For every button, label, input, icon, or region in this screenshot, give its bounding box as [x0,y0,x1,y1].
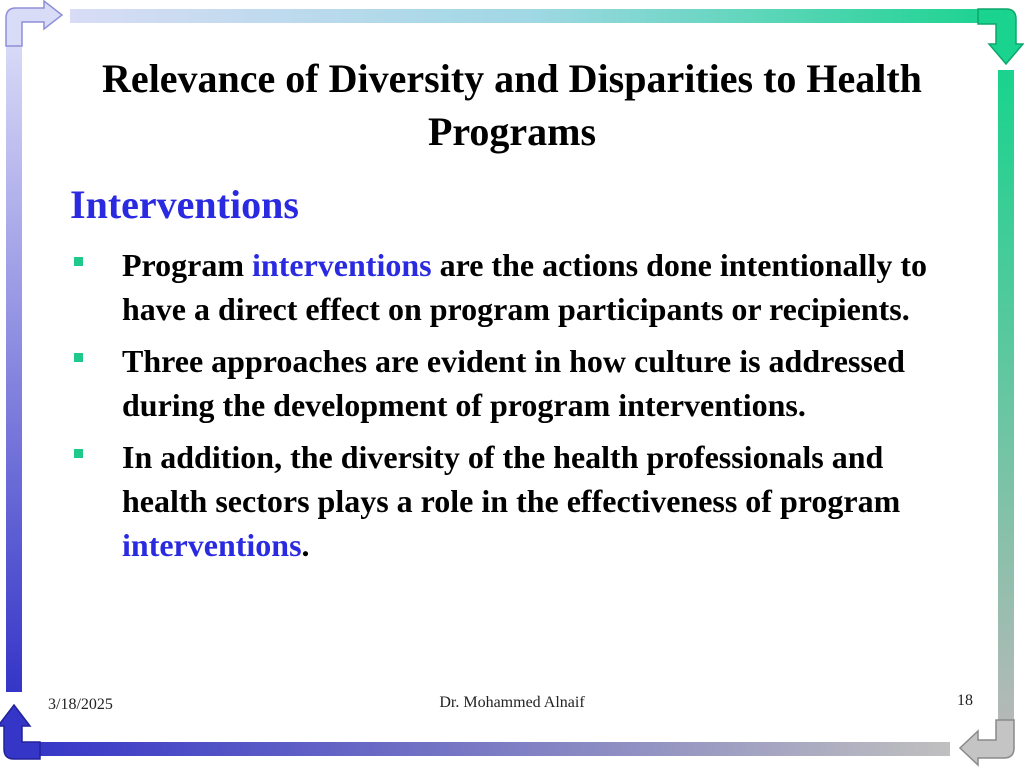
bullet-item [70,243,960,331]
page-number: 18 [957,692,973,709]
arrow-bottom-right-icon [960,720,1014,765]
bullet-item [70,435,960,567]
bullet-text: Three approaches are evident in how culture is addressed during the development of program interventions. [122,343,905,423]
bullet-text: In addition, the diversity of the health professionals and health sectors plays a role in the effectiveness of program [122,439,901,519]
bullet-list [70,243,960,575]
footer-author: Dr. Mohammed Alnaif [439,694,585,711]
frame-right-bar [998,70,1014,738]
arrow-top-right-icon [978,9,1023,64]
bullet-text: are the actions done intentionally to have a direct effect on program participants or recipients. [122,247,927,327]
square-bullet-icon [74,449,83,458]
arrow-bottom-left-icon [0,705,40,759]
footer-date: 3/18/2025 [48,696,113,713]
bullet-text: . [301,527,310,563]
slide-title: Relevance of Diversity and Disparities to Health Programs [102,56,922,154]
bullet-text: Program [122,247,253,283]
bullet-highlight: interventions [122,527,302,563]
bullet-item [70,339,960,427]
frame-top-bar [70,9,998,23]
section-heading: Interventions [70,182,299,227]
bullet-highlight: interventions [252,247,432,283]
square-bullet-icon [74,353,83,362]
arrow-top-left-icon [6,1,62,46]
frame-left-bar [6,32,22,692]
frame-bottom-bar [26,742,950,756]
square-bullet-icon [74,257,83,266]
